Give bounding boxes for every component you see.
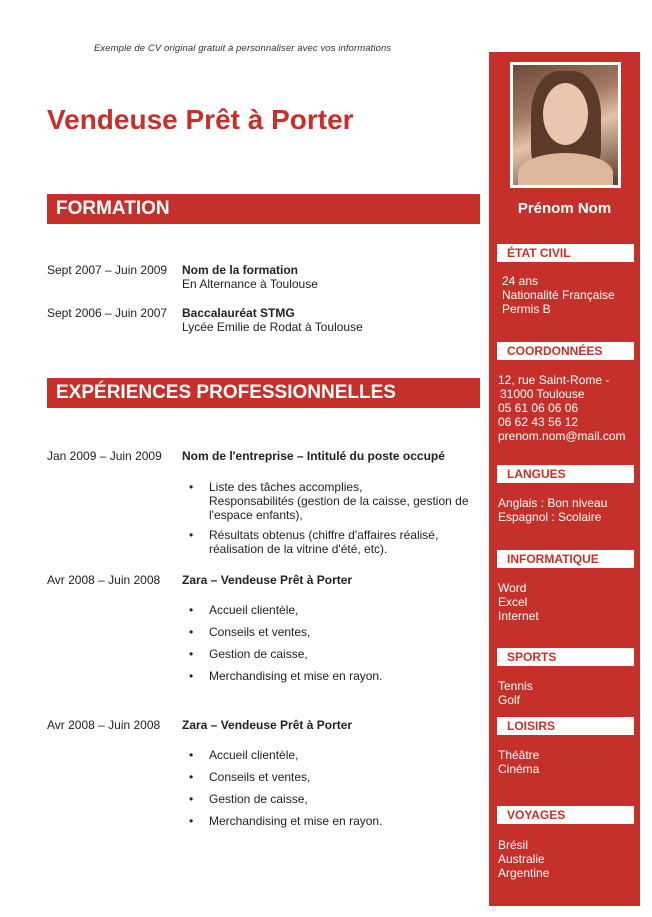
langues-text (498, 496, 607, 524)
side-line: Brésil (498, 838, 529, 852)
etat-civil-title: ÉTAT CIVIL (497, 244, 634, 262)
voyages-title: VOYAGES (497, 806, 634, 824)
informatique-text (498, 581, 539, 623)
side-line: Argentine (498, 866, 550, 880)
side-line: Anglais : Bon niveau (498, 496, 608, 510)
bullet-item (183, 480, 478, 522)
profile-photo (510, 62, 621, 188)
side-line: 31000 Toulouse (500, 387, 585, 401)
entry-date: Jan 2009 – Juin 2009 (47, 449, 162, 463)
entry-body (182, 718, 482, 732)
bullet-item: • Accueil clientèle, (183, 603, 478, 617)
entry-date: Sept 2006 – Juin 2007 (47, 306, 168, 320)
side-line: 06 62 43 56 12 (498, 415, 579, 429)
side-line: Golf (498, 693, 521, 707)
entry-heading: Zara – Vendeuse Prêt à Porter (182, 718, 353, 732)
experiences-section-title: EXPÉRIENCES PROFESSIONNELLES (47, 378, 480, 408)
side-line: Tennis (498, 679, 533, 693)
bullet-item: • Gestion de caisse, (183, 647, 478, 661)
sports-text (498, 679, 533, 707)
bullet-item (183, 528, 478, 556)
side-line: Nationalité Française (502, 288, 615, 302)
entry-sub: En Alternance à Toulouse (182, 277, 318, 291)
side-line: 24 ans (502, 274, 539, 288)
bullet-item: • Accueil clientèle, (183, 748, 478, 762)
side-line: Cinéma (498, 762, 540, 776)
side-line: 12, rue Saint-Rome - (498, 373, 610, 387)
entry-date: Avr 2008 – Juin 2008 (47, 573, 161, 587)
photo-face (543, 83, 588, 145)
bullet-line: l'espace enfants), (209, 508, 303, 522)
candidate-name: Prénom Nom (517, 200, 612, 217)
experience-bullets (183, 748, 478, 828)
side-line: Australie (498, 852, 545, 866)
sports-title: SPORTS (497, 648, 634, 666)
entry-date: Avr 2008 – Juin 2008 (47, 718, 161, 732)
loisirs-title: LOISIRS (497, 717, 634, 735)
formation-section-title: FORMATION (47, 194, 480, 224)
voyages-text (498, 838, 549, 880)
experience-bullets (183, 603, 478, 683)
bullet-item: • Merchandising et mise en rayon. (183, 814, 478, 828)
langues-title: LANGUES (497, 465, 634, 483)
bullet-item: • Conseils et ventes, (183, 625, 478, 639)
entry-body (182, 306, 482, 334)
job-title: Vendeuse Prêt à Porter (47, 104, 354, 135)
side-line: Internet (498, 609, 539, 623)
bullet-item: • Merchandising et mise en rayon. (183, 669, 478, 683)
etat-civil-text (502, 274, 615, 316)
bullet-line: • Résultats obtenus (chiffre d'affaires réalisé, (209, 528, 439, 542)
side-line: Théâtre (498, 748, 540, 762)
entry-heading: Baccalauréat STMG (182, 306, 295, 320)
entry-heading: Nom de l'entreprise – Intitulé du poste occupé (182, 449, 445, 463)
side-line: Excel (498, 595, 528, 609)
entry-date: Sept 2007 – Juin 2009 (47, 263, 168, 277)
entry-body (182, 573, 482, 587)
top-note: Exemple de CV original gratuit à personnaliser avec vos informations (94, 43, 392, 54)
loisirs-text (498, 748, 539, 776)
side-line: Permis B (502, 302, 551, 316)
experience-bullets (183, 480, 478, 556)
photo-image (513, 65, 618, 185)
bullet-line: Responsabilités (gestion de la caisse, gestion de (209, 494, 469, 508)
side-line: prenom.nom@mail.com (498, 429, 626, 443)
bullet-line: • Liste des tâches accomplies, (209, 480, 363, 494)
bullet-line: réalisation de la vitrine d'été, etc). (209, 542, 388, 556)
entry-heading: Nom de la formation (182, 263, 299, 277)
photo-shoulder (518, 153, 613, 185)
entry-body (182, 449, 482, 463)
coordonnees-title: COORDONNÉES (497, 342, 634, 360)
side-line: 05 61 06 06 06 (498, 401, 579, 415)
side-line: Word (498, 581, 527, 595)
entry-sub: Lycée Emilie de Rodat à Toulouse (182, 320, 363, 334)
entry-body (182, 263, 482, 291)
entry-heading: Zara – Vendeuse Prêt à Porter (182, 573, 353, 587)
coordonnees-text (498, 373, 626, 443)
bullet-item: • Gestion de caisse, (183, 792, 478, 806)
informatique-title: INFORMATIQUE (497, 550, 634, 568)
bullet-item: • Conseils et ventes, (183, 770, 478, 784)
sidebar (489, 52, 640, 906)
side-line: Espagnol : Scolaire (498, 510, 602, 524)
